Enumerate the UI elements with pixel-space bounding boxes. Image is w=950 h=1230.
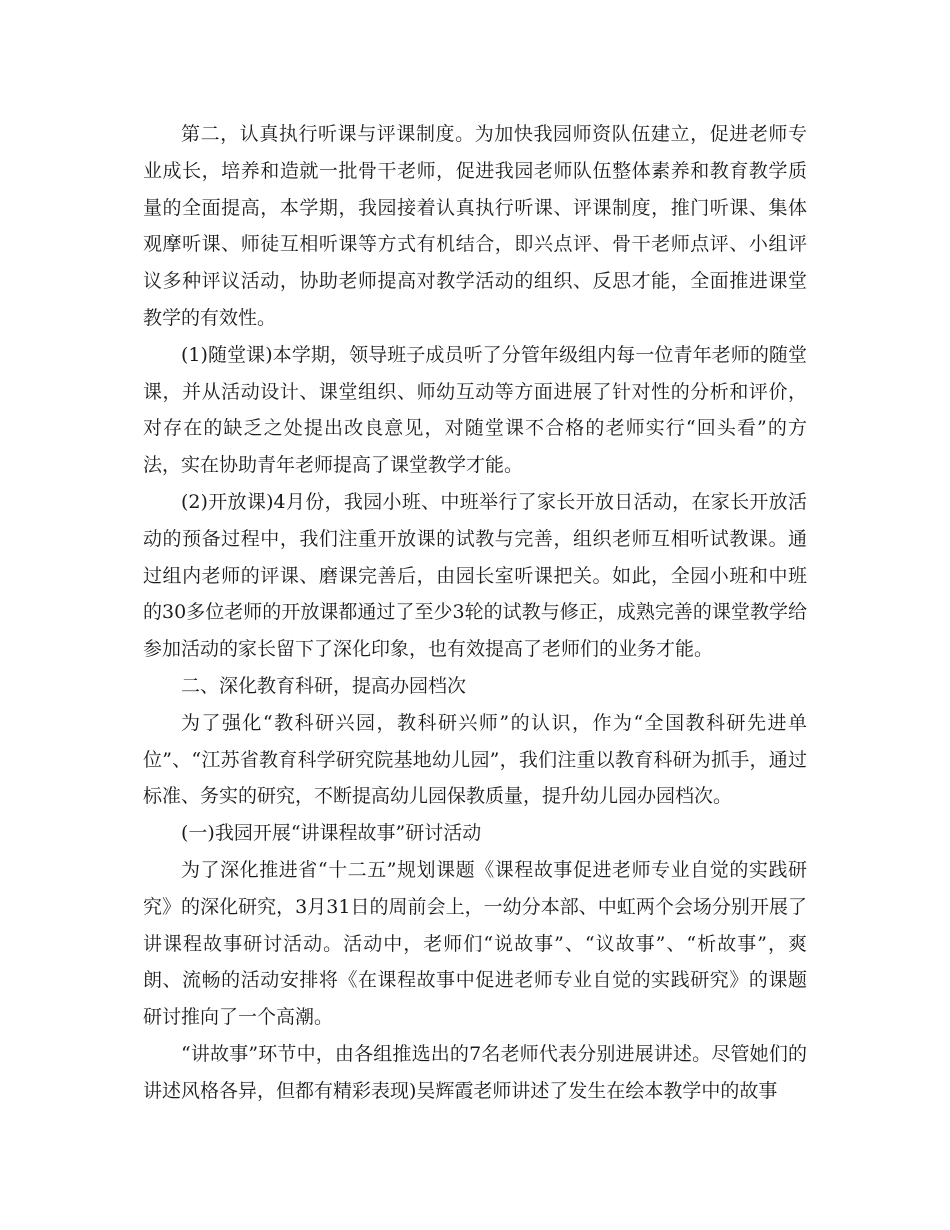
paragraph-regular-class: (1)随堂课)本学期，领导班子成员听了分管年级组内每一位青年老师的随堂课，并从活动设计、课堂组织、师幼互动等方面进展了针对性的分析和评价，对存在的缺乏之处提出改良意见，对随堂课不合格的老师实行“回头看”的方法，实在协助青年老师提高了课堂教学才能。 — [143, 343, 807, 477]
paragraph-story-activity: 为了深化推进省“十二五”规划课题《课程故事促进老师专业自觉的实践研究》的深化研究，3月31日的周前会上，一幼分本部、中虹两个会场分别开展了讲课程故事研讨活动。活动中，老师们“说故事”、“议故事”、“析故事”，爽朗、流畅的活动安排将《在课程故事中促进老师专业自觉的实践研究》的课题研讨推向了一个高潮。 — [143, 858, 807, 1029]
paragraph-listening-evaluation: 第二，认真执行听课与评课制度。为加快我园师资队伍建立，促进老师专业成长，培养和造就一批骨干老师，促进我园老师队伍整体素养和教育教学质量的全面提高，本学期，我园接着认真执行听课、评课制度，推门听课、集体观摩听课、师徒互相听课等方式有机结合，即兴点评、骨干老师点评、小组评议多种评议活动，协助老师提高对教学活动的组织、反思才能，全面推进课堂教学的有效性。 — [143, 123, 807, 329]
section-heading-research: 二、深化教育科研，提高办园档次 — [181, 674, 467, 697]
subsection-heading-story: (一)我园开展“讲课程故事”研讨活动 — [181, 822, 482, 845]
document-body — [143, 116, 807, 1110]
paragraph-storytelling: “讲故事”环节中，由各组推选出的7名老师代表分别进展讲述。尽管她们的讲述风格各异，但都有精彩表现)吴辉霞老师讲述了发生在绘本教学中的故事 — [143, 1042, 807, 1102]
paragraph-open-class: (2)开放课)4月份，我园小班、中班举行了家长开放日活动，在家长开放活动的预备过程中，我们注重开放课的试教与完善，组织老师互相听试教课。通过组内老师的评课、磨课完善后，由园长室听课把关。如此，全园小班和中班的30多位老师的开放课都通过了至少3轮的试教与修正，成熟完善的课堂教学给参加活动的家长留下了深化印象，也有效提高了老师们的业务才能。 — [143, 490, 807, 661]
paragraph-research-intro: 为了强化“教科研兴园，教科研兴师”的认识，作为“全国教科研先进单位”、“江苏省教育科学研究院基地幼儿园”，我们注重以教育科研为抓手，通过标准、务实的研究，不断提高幼儿园保教质量，提升幼儿园办园档次。 — [143, 711, 807, 808]
